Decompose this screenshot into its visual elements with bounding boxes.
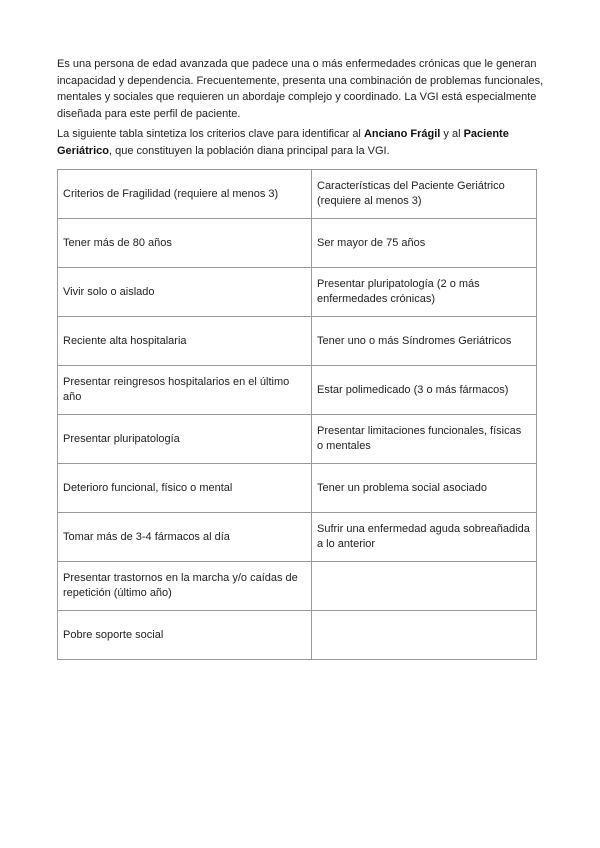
- header-geriatric-patient: Características del Paciente Geriátrico (requiere al menos 3): [312, 170, 537, 219]
- table-row: [58, 317, 537, 366]
- fragility-criterion-cell: Presentar reingresos hospitalarios en el último año: [58, 366, 312, 415]
- fragility-criterion-cell: Presentar pluripatología: [58, 415, 312, 464]
- summary-text-middle: y al: [440, 128, 464, 140]
- geriatric-characteristic-cell: Sufrir una enfermedad aguda sobreañadida a lo anterior: [312, 513, 537, 562]
- fragility-criterion-cell: Reciente alta hospitalaria: [58, 317, 312, 366]
- table-row: [58, 415, 537, 464]
- geriatric-characteristic-cell: [312, 562, 537, 611]
- fragility-criterion-cell: Tener más de 80 años: [58, 219, 312, 268]
- fragility-criterion-cell: Deterioro funcional, físico o mental: [58, 464, 312, 513]
- term-anciano-fragil: Anciano Frágil: [363, 128, 441, 140]
- geriatric-characteristic-cell: Presentar limitaciones funcionales, físicas o mentales: [312, 415, 537, 464]
- header-fragility-criteria: Criterios de Fragilidad (requiere al menos 3): [58, 170, 312, 219]
- fragility-criterion-cell: Vivir solo o aislado: [58, 268, 312, 317]
- table-row: [58, 513, 537, 562]
- geriatric-characteristic-cell: Estar polimedicado (3 o más fármacos): [312, 366, 537, 415]
- table-row: [58, 611, 537, 660]
- geriatric-characteristic-cell: [312, 611, 537, 660]
- summary-paragraph: [57, 126, 545, 159]
- fragility-criterion-cell: Pobre soporte social: [58, 611, 312, 660]
- table-row: [58, 464, 537, 513]
- table-row: [58, 268, 537, 317]
- summary-text-after: , que constituyen la población diana principal para la VGI.: [108, 144, 390, 157]
- table-row: [58, 562, 537, 611]
- table-header-row: [58, 170, 537, 219]
- summary-text-before: La siguiente tabla sintetiza los criterios clave para identificar al: [57, 128, 364, 140]
- criteria-table: [57, 169, 537, 660]
- geriatric-characteristic-cell: Tener uno o más Síndromes Geriátricos: [312, 317, 537, 366]
- fragility-criterion-cell: Tomar más de 3-4 fármacos al día: [58, 513, 312, 562]
- geriatric-characteristic-cell: Presentar pluripatología (2 o más enfermedades crónicas): [312, 268, 537, 317]
- table-row: [58, 366, 537, 415]
- geriatric-characteristic-cell: Tener un problema social asociado: [312, 464, 537, 513]
- table-row: [58, 219, 537, 268]
- fragility-criterion-cell: Presentar trastornos en la marcha y/o caídas de repetición (último año): [58, 562, 312, 611]
- term-paciente-geriatrico: Paciente Geriátrico: [57, 128, 509, 157]
- geriatric-characteristic-cell: Ser mayor de 75 años: [312, 219, 537, 268]
- intro-paragraph: Es una persona de edad avanzada que padece una o más enfermedades crónicas que le generan incapacidad y dependencia. Frecuentemente, presenta una combinación de problemas funcionales, mentales y sociales que requieren un abordaje complejo y coordinado. La VGI está especialmente diseñada para este perfil de paciente.: [57, 58, 544, 120]
